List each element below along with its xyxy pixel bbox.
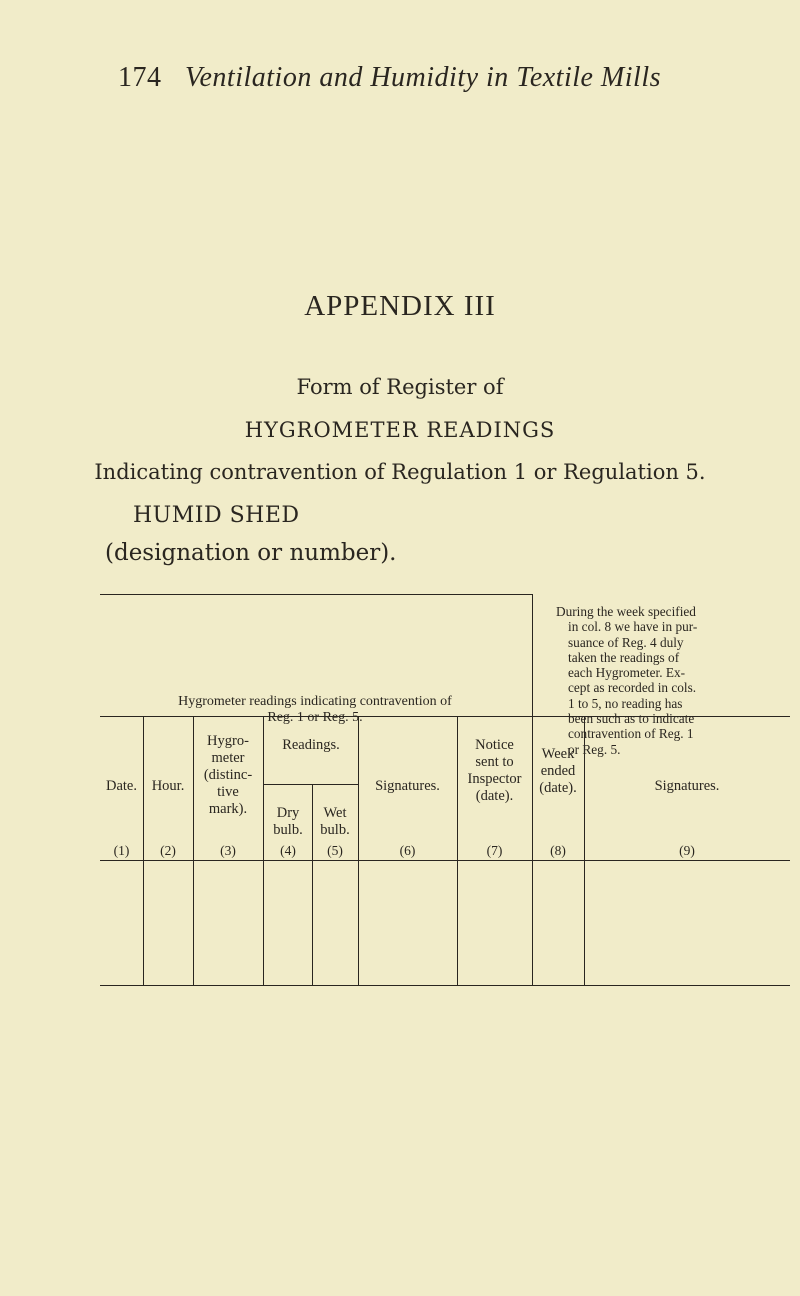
declaration-line: cept as recorded in cols.: [568, 680, 697, 696]
declaration-line: been such as to indicate: [568, 711, 695, 727]
column-number: (1): [113, 843, 130, 858]
column-label: (distinc-: [203, 767, 253, 783]
column-number: (6): [399, 843, 416, 858]
contravention-group-header: [150, 694, 480, 726]
column-label: Notice: [475, 737, 514, 753]
readings-label: Readings.: [282, 737, 340, 753]
column-number: (8): [550, 843, 566, 858]
column-header-signatures-9: [584, 778, 790, 795]
page-number: 174: [118, 62, 162, 93]
column-header-hour: [143, 778, 193, 795]
humid-shed-heading: HUMID SHED: [133, 503, 300, 528]
declaration-group-header: [556, 604, 784, 757]
declaration-line: taken the readings of: [568, 649, 680, 665]
column-label: (date).: [539, 780, 577, 796]
appendix-title: APPENDIX III: [304, 290, 496, 322]
column-label: Date.: [106, 778, 137, 794]
column-header-notice: [457, 737, 532, 805]
column-number: (9): [679, 843, 695, 858]
column-label: Inspector: [467, 771, 522, 787]
column-number: (2): [160, 843, 176, 858]
table-bottom-rule: [100, 985, 790, 986]
running-head: [118, 62, 661, 94]
column-label: (date).: [475, 788, 514, 804]
designation-heading: (designation or number).: [105, 540, 397, 566]
declaration-line: in col. 8 we have in pur-: [568, 619, 698, 635]
table-top-rule: [100, 594, 532, 595]
column-label: Week: [541, 746, 575, 762]
column-header-wet-bulb: [312, 805, 358, 839]
column-header-readings: [264, 737, 358, 754]
header-bottom-rule: [100, 860, 790, 861]
column-label: Hygro-: [207, 733, 249, 749]
column-header-week-ended: [532, 746, 584, 797]
declaration-line: suance of Reg. 4 duly: [568, 634, 684, 650]
column-label: Signatures.: [375, 778, 440, 794]
column-number: (3): [220, 843, 236, 858]
hygrometer-readings-heading: HYGROMETER READINGS: [244, 418, 556, 442]
column-number: (7): [486, 843, 503, 858]
group-divider: [532, 594, 533, 716]
column-header-hygrometer: [193, 733, 263, 818]
contravention-header-line: Reg. 1 or Reg. 5.: [267, 710, 363, 725]
column-label: bulb.: [320, 822, 350, 838]
column-label: bulb.: [273, 822, 303, 838]
column-label: Signatures.: [654, 778, 720, 794]
declaration-line: During the week specified: [556, 604, 696, 619]
column-label: Hour.: [151, 778, 185, 794]
column-label: tive: [217, 784, 239, 800]
column-label: meter: [211, 750, 245, 766]
column-header-signatures-6: [358, 778, 457, 795]
column-header-date: [100, 778, 143, 795]
column-label: ended: [540, 763, 576, 779]
column-label: mark).: [208, 801, 248, 817]
column-label: Dry: [276, 805, 300, 821]
running-title: Ventilation and Humidity in Textile Mills: [185, 62, 661, 93]
declaration-line: 1 to 5, no reading has: [568, 695, 683, 711]
column-number: (5): [327, 843, 343, 858]
column-number: (4): [280, 843, 296, 858]
declaration-line: contravention of Reg. 1: [568, 726, 694, 742]
column-label: Wet: [323, 805, 347, 821]
indicating-heading: Indicating contravention of Regulation 1 or Regulation 5.: [94, 460, 706, 484]
declaration-line: each Hygrometer. Ex-: [568, 665, 686, 681]
contravention-header-line: Hygrometer readings indicating contravention of: [178, 694, 452, 709]
readings-rule: [264, 784, 358, 785]
declaration-line: or Reg. 5.: [568, 741, 621, 757]
column-header-dry-bulb: [264, 805, 312, 839]
form-of-heading: Form of Register of: [296, 375, 504, 399]
column-label: sent to: [475, 754, 514, 770]
